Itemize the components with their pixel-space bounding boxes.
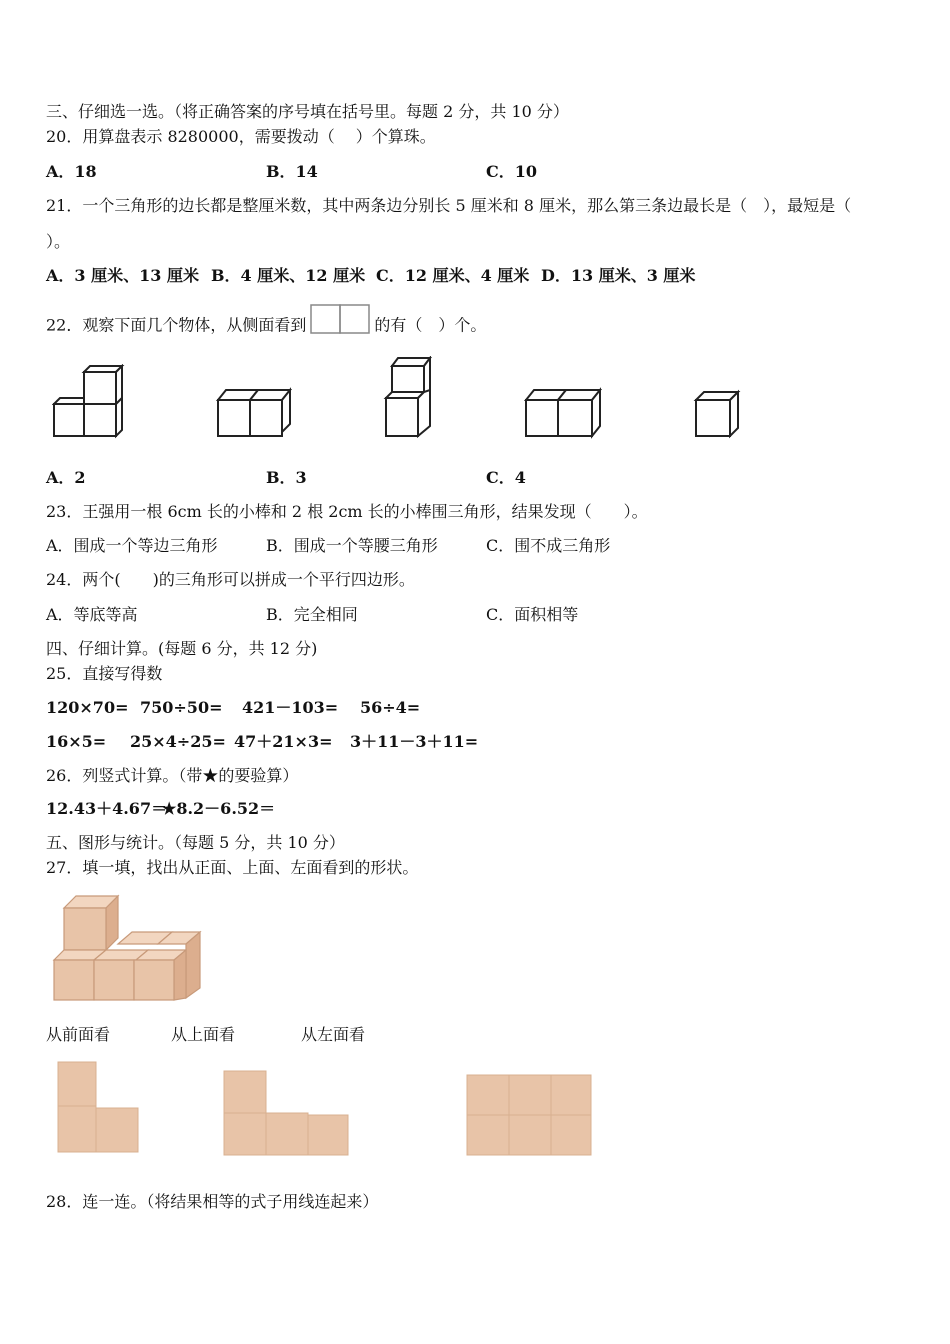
calc-item: 120×70= <box>46 698 129 717</box>
question-27: 27．填一填，找出从正面、上面、左面看到的形状。 <box>46 858 419 877</box>
q24-option-c[interactable]: C．面积相等 <box>486 605 579 624</box>
q22-option-b[interactable]: B．3 <box>266 468 307 487</box>
question-22-text-b: 的有（ ）个。 <box>374 315 487 335</box>
question-26: 26．列竖式计算。（带★的要验算） <box>46 766 299 785</box>
calc-item: 750÷50= <box>140 698 223 717</box>
view-shape-1 <box>56 1060 142 1154</box>
view-label-top: 从上面看 <box>171 1025 236 1044</box>
q20-option-b[interactable]: B．14 <box>266 162 318 181</box>
question-20: 20．用算盘表示 8280000，需要拨动（ ）个算珠。 <box>46 127 436 146</box>
view-label-left: 从左面看 <box>301 1025 366 1044</box>
section-3-title: 三、仔细选一选。（将正确答案的序号填在括号里。每题 2 分，共 10 分） <box>46 102 569 121</box>
question-21-cont: ）。 <box>46 232 71 251</box>
section-4-title: 四、仔细计算。(每题 6 分，共 12 分) <box>46 639 318 658</box>
q22-figure-4 <box>522 386 604 440</box>
q22-figure-1 <box>52 364 127 440</box>
section-5-title: 五、图形与统计。（每题 5 分，共 10 分） <box>46 833 345 852</box>
view-shape-3 <box>465 1073 595 1157</box>
question-28: 28．连一连。（将结果相等的式子用线连起来） <box>46 1192 379 1211</box>
calc-item: 25×4÷25= <box>130 732 226 751</box>
vertical-calc-item: ★8.2－6.52＝ <box>162 799 276 818</box>
q22-figure-3 <box>382 356 436 440</box>
q24-option-a[interactable]: A．等底等高 <box>46 605 138 624</box>
calc-item: 421－103= <box>242 698 339 717</box>
q23-option-c[interactable]: C．围不成三角形 <box>486 536 611 555</box>
q22-option-a[interactable]: A．2 <box>46 468 86 487</box>
q22-figure-5 <box>692 388 742 440</box>
q20-option-a[interactable]: A．18 <box>46 162 97 181</box>
q22-option-c[interactable]: C．4 <box>486 468 526 487</box>
q21-option-b[interactable]: B．4 厘米、12 厘米 <box>211 266 366 285</box>
calc-item: 56÷4= <box>360 698 421 717</box>
q21-option-d[interactable]: D．13 厘米、3 厘米 <box>541 266 696 285</box>
calc-item: 3＋11－3＋11= <box>350 732 479 751</box>
two-squares-icon <box>310 312 370 340</box>
question-23: 23．王强用一根 6cm 长的小棒和 2 根 2cm 长的小棒围三角形，结果发现（ ）。 <box>46 502 648 521</box>
q27-cube-figure <box>50 892 204 1002</box>
q21-option-c[interactable]: C．12 厘米、4 厘米 <box>376 266 530 285</box>
question-25: 25．直接写得数 <box>46 664 163 683</box>
question-21: 21．一个三角形的边长都是整厘米数，其中两条边分别长 5 厘米和 8 厘米，那么第三条边最长是（ ），最短是（ <box>46 196 852 215</box>
question-24: 24．两个( )的三角形可以拼成一个平行四边形。 <box>46 570 415 589</box>
calc-item: 47＋21×3= <box>234 732 333 751</box>
q20-option-c[interactable]: C．10 <box>486 162 538 181</box>
q21-option-a[interactable]: A．3 厘米、13 厘米 <box>46 266 199 285</box>
view-label-front: 从前面看 <box>46 1025 111 1044</box>
q23-option-b[interactable]: B．围成一个等腰三角形 <box>266 536 438 555</box>
q22-figure-2 <box>214 386 294 440</box>
calc-item: 16×5= <box>46 732 107 751</box>
q23-option-a[interactable]: A．围成一个等边三角形 <box>46 536 218 555</box>
vertical-calc-item: 12.43＋4.67＝ <box>46 799 168 818</box>
q24-option-b[interactable]: B．完全相同 <box>266 605 358 624</box>
view-shape-2 <box>222 1069 352 1157</box>
question-22-text-a: 22．观察下面几个物体，从侧面看到 <box>46 315 307 335</box>
question-22 <box>46 312 486 340</box>
